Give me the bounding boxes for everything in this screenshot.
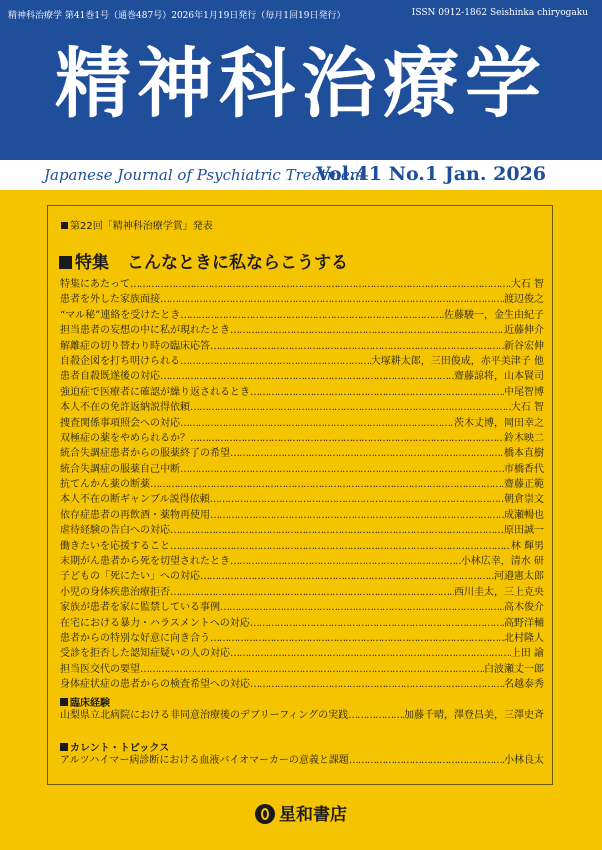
article-authors: 橋本直樹 — [504, 448, 544, 460]
article-title: 虐待経験の告白への対応 — [60, 525, 170, 537]
article-title: 身体症状症の患者からの検査希望への対応 — [60, 679, 250, 691]
square-bullet-icon — [59, 256, 72, 269]
publisher — [0, 800, 602, 825]
clinical-toc — [60, 708, 544, 723]
article-title: 患者からの特別な好意に向き合う — [60, 632, 210, 644]
article-title: 統合失調症の服薬自己中断 — [60, 463, 180, 475]
feature-toc — [60, 277, 544, 693]
square-bullet-icon — [61, 222, 68, 229]
article-authors: 河邉憲太郎 — [494, 571, 544, 583]
article-authors: 齋藤正範 — [504, 479, 544, 491]
article-title: 担当医交代の要望 — [60, 663, 140, 675]
article-title: 特集にあたって — [60, 279, 130, 290]
article-title: 本人不在の免許返納説得依頼 — [60, 402, 190, 414]
dot-leader — [190, 431, 504, 446]
toc-entry — [60, 416, 544, 431]
toc-entry — [60, 523, 544, 538]
article-title: 患者自殺既遂後の対応 — [60, 371, 160, 383]
toc-entry — [60, 616, 544, 631]
topics-toc — [60, 753, 544, 768]
toc-entry — [60, 600, 544, 615]
dot-leader — [230, 446, 504, 461]
dot-leader — [230, 646, 511, 661]
toc-entry — [60, 446, 544, 461]
toc-entry — [60, 508, 544, 523]
article-title: 働きたいを応援すること — [60, 540, 170, 552]
square-bullet-icon — [60, 743, 68, 751]
toc-entry — [60, 585, 544, 600]
article-authors: 鈴木映二 — [504, 432, 544, 444]
toc-entry — [60, 277, 544, 292]
award-announcement — [61, 217, 213, 232]
article-authors: 原田誠一 — [504, 525, 544, 537]
toc-entry — [60, 646, 544, 661]
dot-leader — [180, 416, 454, 431]
article-authors: 北村隆人 — [504, 632, 544, 644]
article-title: 依存症患者の再飲酒・薬物再使用 — [60, 509, 210, 521]
publisher-logo-icon — [255, 804, 275, 824]
feature-label: 特集 — [75, 253, 109, 273]
toc-entry — [60, 492, 544, 507]
dot-leader — [180, 354, 371, 369]
dot-leader — [210, 339, 504, 354]
toc-entry — [60, 554, 544, 569]
article-title: 家族が患者を家に監禁している事例 — [60, 602, 220, 614]
article-authors: 林 輝男 — [510, 540, 544, 552]
dot-leader — [210, 631, 504, 646]
dot-leader — [180, 462, 504, 477]
article-title: 統合失調症患者からの服薬終了の希望 — [60, 448, 230, 460]
dot-leader — [180, 308, 444, 323]
article-authors: 近藤伸介 — [504, 325, 544, 337]
article-authors: 白波瀬丈一郎 — [484, 663, 544, 675]
dot-leader — [230, 554, 461, 569]
article-authors: 小林良太 — [504, 755, 544, 766]
dot-leader — [250, 385, 504, 400]
toc-entry — [60, 292, 544, 307]
article-authors: 高野洋輔 — [504, 617, 544, 629]
article-title: 患者を外した家族面接 — [60, 294, 160, 306]
article-title: 捜査関係事項照会への対応 — [60, 417, 180, 429]
toc-entry — [60, 339, 544, 354]
toc-entry — [60, 369, 544, 384]
article-authors: 茨木丈博，岡田幸之 — [454, 417, 544, 429]
dot-leader — [220, 600, 504, 615]
article-title: 担当患者の妄想の中に私が現れたとき — [60, 325, 230, 337]
article-authors: 大塚耕太郎，三田俊成，赤平美津子 他 — [370, 355, 544, 367]
clinical-heading — [60, 694, 110, 709]
article-authors: 小林広幸，清水 研 — [460, 556, 544, 568]
toc-entry — [60, 631, 544, 646]
dot-leader — [160, 369, 454, 384]
toc-entry — [60, 677, 544, 692]
toc-entry — [60, 385, 544, 400]
award-text: 第22回「精神科治療学賞」発表 — [70, 221, 213, 232]
square-bullet-icon — [60, 698, 68, 706]
toc-entry — [60, 323, 544, 338]
article-title: 末期がん患者から死を切望されたとき — [60, 556, 230, 568]
article-authors: 西川圭太，三上克央 — [454, 586, 544, 598]
dot-leader — [140, 662, 484, 677]
article-title: 解離症の切り替わり時の臨床応答 — [60, 340, 210, 352]
dot-leader — [250, 616, 504, 631]
article-title: 自殺企図を打ち明けられる — [60, 355, 180, 367]
toc-entry — [60, 539, 544, 554]
toc-entry — [60, 400, 544, 415]
title-band — [0, 160, 602, 190]
article-authors: 高木俊介 — [504, 602, 544, 614]
article-title: アルツハイマー病診断における血液バイオマーカーの意義と課題 — [60, 755, 349, 766]
article-authors: 朝倉崇文 — [504, 494, 544, 506]
article-title: 本人不在の断ギャンブル説得依頼 — [60, 494, 210, 506]
article-authors: 渡辺俊之 — [504, 294, 544, 306]
journal-title: 精神科治療学 — [55, 39, 547, 128]
contents-frame — [47, 205, 553, 785]
article-title: 受診を拒否した認知症疑いの人の対応 — [60, 648, 230, 660]
dot-leader — [210, 508, 504, 523]
article-title: 山梨県立北病院における非同意治療後のデブリーフィングの実践 — [60, 710, 349, 721]
dot-leader — [150, 477, 504, 492]
dot-leader — [230, 323, 504, 338]
cover-header — [0, 0, 602, 160]
toc-entry — [60, 308, 544, 323]
article-authors: 上田 諭 — [510, 648, 544, 660]
dot-leader — [170, 523, 504, 538]
toc-entry — [60, 431, 544, 446]
article-authors: 佐藤駿一，金生由紀子 — [444, 309, 544, 321]
dot-leader — [349, 753, 504, 768]
article-title: 小児の身体疾患治療拒否 — [60, 586, 170, 598]
article-authors: 市橋香代 — [504, 463, 544, 475]
dot-leader — [130, 277, 511, 292]
clinical-label: 臨床経験 — [70, 698, 110, 709]
article-authors: 齋藤諒将，山本賢司 — [454, 371, 544, 383]
article-title: 子どもの「死にたい」への対応 — [60, 571, 200, 583]
dot-leader — [210, 492, 504, 507]
topics-label: カレント・トピックス — [70, 743, 170, 754]
article-authors: 中尾智博 — [504, 386, 544, 398]
toc-entry — [60, 662, 544, 677]
dot-leader — [250, 677, 504, 692]
feature-heading — [59, 248, 348, 273]
toc-entry — [60, 753, 544, 768]
feature-title: こんなときに私ならこうする — [127, 253, 348, 273]
english-title: Japanese Journal of Psychiatric Treatment — [44, 166, 366, 184]
article-title: 双極症の薬をやめられるか？ — [60, 432, 190, 444]
dot-leader — [190, 400, 511, 415]
article-authors: 成瀬暢也 — [504, 509, 544, 521]
dot-leader — [170, 585, 454, 600]
dot-leader — [348, 708, 404, 723]
publisher-name: 星和書店 — [279, 805, 347, 825]
article-authors: 大石 智 — [510, 279, 544, 290]
issue-info: 精神科治療学 第41巻1号（通巻487号）2026年1月19日発行（毎月1回19日発行） — [8, 11, 346, 21]
toc-entry — [60, 477, 544, 492]
volume-info: Vol.41 No.1 Jan. 2026 — [316, 163, 546, 185]
dot-leader — [160, 292, 504, 307]
toc-entry — [60, 354, 544, 369]
toc-entry — [60, 462, 544, 477]
publication-meta — [8, 8, 588, 22]
article-authors: 名越泰秀 — [504, 679, 544, 691]
article-title: 在宅における暴力・ハラスメントへの対応 — [60, 617, 250, 629]
article-title: 強迫症で医療者に確認が繰り返されるとき — [60, 386, 250, 398]
article-title: 抗てんかん薬の断薬 — [60, 479, 150, 491]
toc-entry — [60, 569, 544, 584]
article-authors: 大石 智 — [510, 402, 544, 414]
dot-leader — [170, 539, 511, 554]
article-title: “マル秘”連絡を受けたとき — [60, 309, 181, 321]
toc-entry — [60, 708, 544, 723]
topics-heading — [60, 739, 169, 754]
dot-leader — [200, 569, 494, 584]
article-authors: 加藤千晴，澤登昌美，三澤史斉 — [404, 710, 544, 721]
article-authors: 新谷宏伸 — [504, 340, 544, 352]
issn-info: ISSN 0912-1862 Seishinka chiryogaku — [411, 8, 588, 18]
